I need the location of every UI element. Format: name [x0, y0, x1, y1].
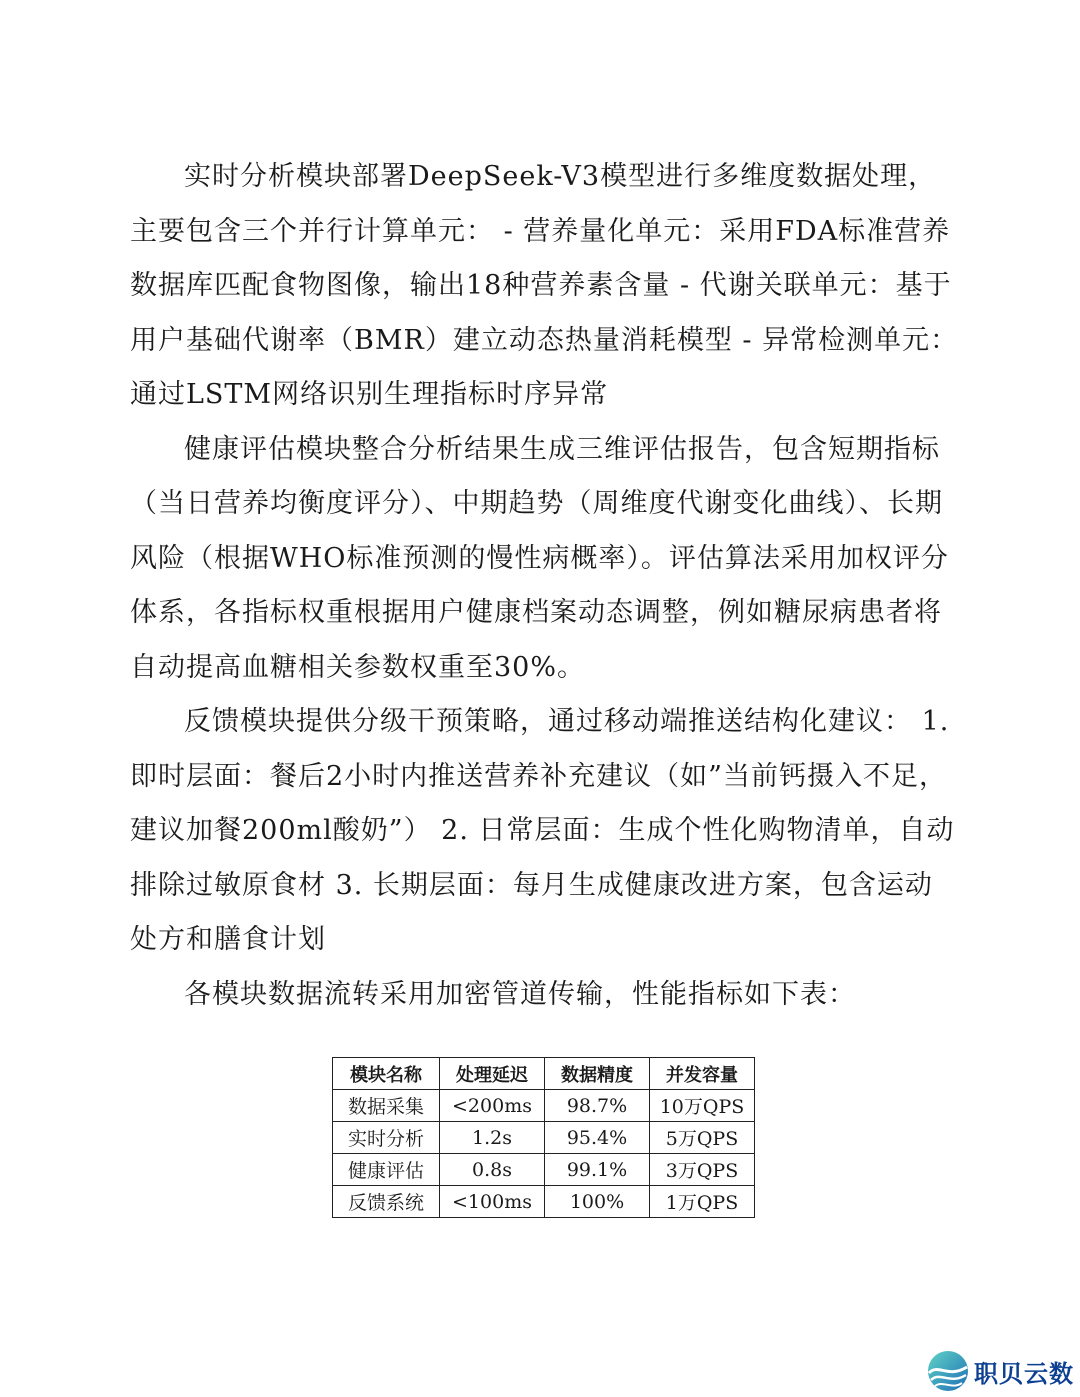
paragraph-realtime-analysis: 实时分析模块部署DeepSeek-V3模型进行多维度数据处理，主要包含三个并行计算单元： - 营养量化单元：采用FDA标准营养数据库匹配食物图像，输出18种营养素含量 - 代谢关联单元：基于用户基础代谢率（BMR）建立动态热量消耗模型 - 异常检测单元：通过LSTM网络识别生理指标时序异常 [130, 161, 959, 410]
cell-precision: 98.7% [545, 1090, 650, 1122]
cell-module: 健康评估 [333, 1154, 440, 1186]
cell-module: 数据采集 [333, 1090, 440, 1122]
cell-capacity: 5万QPS [650, 1122, 755, 1154]
header-latency: 处理延迟 [440, 1058, 545, 1090]
cell-module: 实时分析 [333, 1122, 440, 1154]
table-row [333, 1186, 755, 1218]
table-header-row [333, 1058, 755, 1090]
cell-module: 反馈系统 [333, 1186, 440, 1218]
table-row [333, 1122, 755, 1154]
paragraph-health-assessment: 健康评估模块整合分析结果生成三维评估报告，包含短期指标（当日营养均衡度评分）、中期趋势（周维度代谢变化曲线）、长期风险（根据WHO标准预测的慢性病概率）。评估算法采用加权评分体系，各指标权重根据用户健康档案动态调整，例如糖尿病患者将自动提高血糖相关参数权重至30%。 [130, 433, 949, 683]
table-row [333, 1090, 755, 1122]
cell-capacity: 10万QPS [650, 1090, 755, 1122]
cell-latency: <100ms [440, 1186, 545, 1218]
performance-table [332, 1057, 755, 1218]
cell-capacity: 1万QPS [650, 1186, 755, 1218]
header-capacity: 并发容量 [650, 1058, 755, 1090]
table-row [333, 1154, 755, 1186]
paragraph-table-intro: 各模块数据流转采用加密管道传输，性能指标如下表： [184, 978, 856, 1010]
paragraph-feedback-module: 反馈模块提供分级干预策略，通过移动端推送结构化建议： 1. 即时层面：餐后2小时内推送营养补充建议（如”当前钙摄入不足，建议加餐200ml酸奶”） 2. 日常层面：生成个性化购物清单，自动排除过敏原食材 3. 长期层面：每月生成健康改进方案，包含运动处方和膳食计划 [130, 706, 955, 955]
wave-globe-logo-icon [926, 1349, 970, 1393]
header-module-name: 模块名称 [333, 1058, 440, 1090]
cell-latency: 1.2s [440, 1122, 545, 1154]
document-body [130, 150, 960, 1022]
watermark [926, 1349, 1074, 1393]
cell-precision: 100% [545, 1186, 650, 1218]
cell-precision: 95.4% [545, 1122, 650, 1154]
cell-latency: 0.8s [440, 1154, 545, 1186]
cell-precision: 99.1% [545, 1154, 650, 1186]
cell-capacity: 3万QPS [650, 1154, 755, 1186]
header-precision: 数据精度 [545, 1058, 650, 1090]
watermark-text: 职贝云数 [974, 1359, 1074, 1388]
cell-latency: <200ms [440, 1090, 545, 1122]
